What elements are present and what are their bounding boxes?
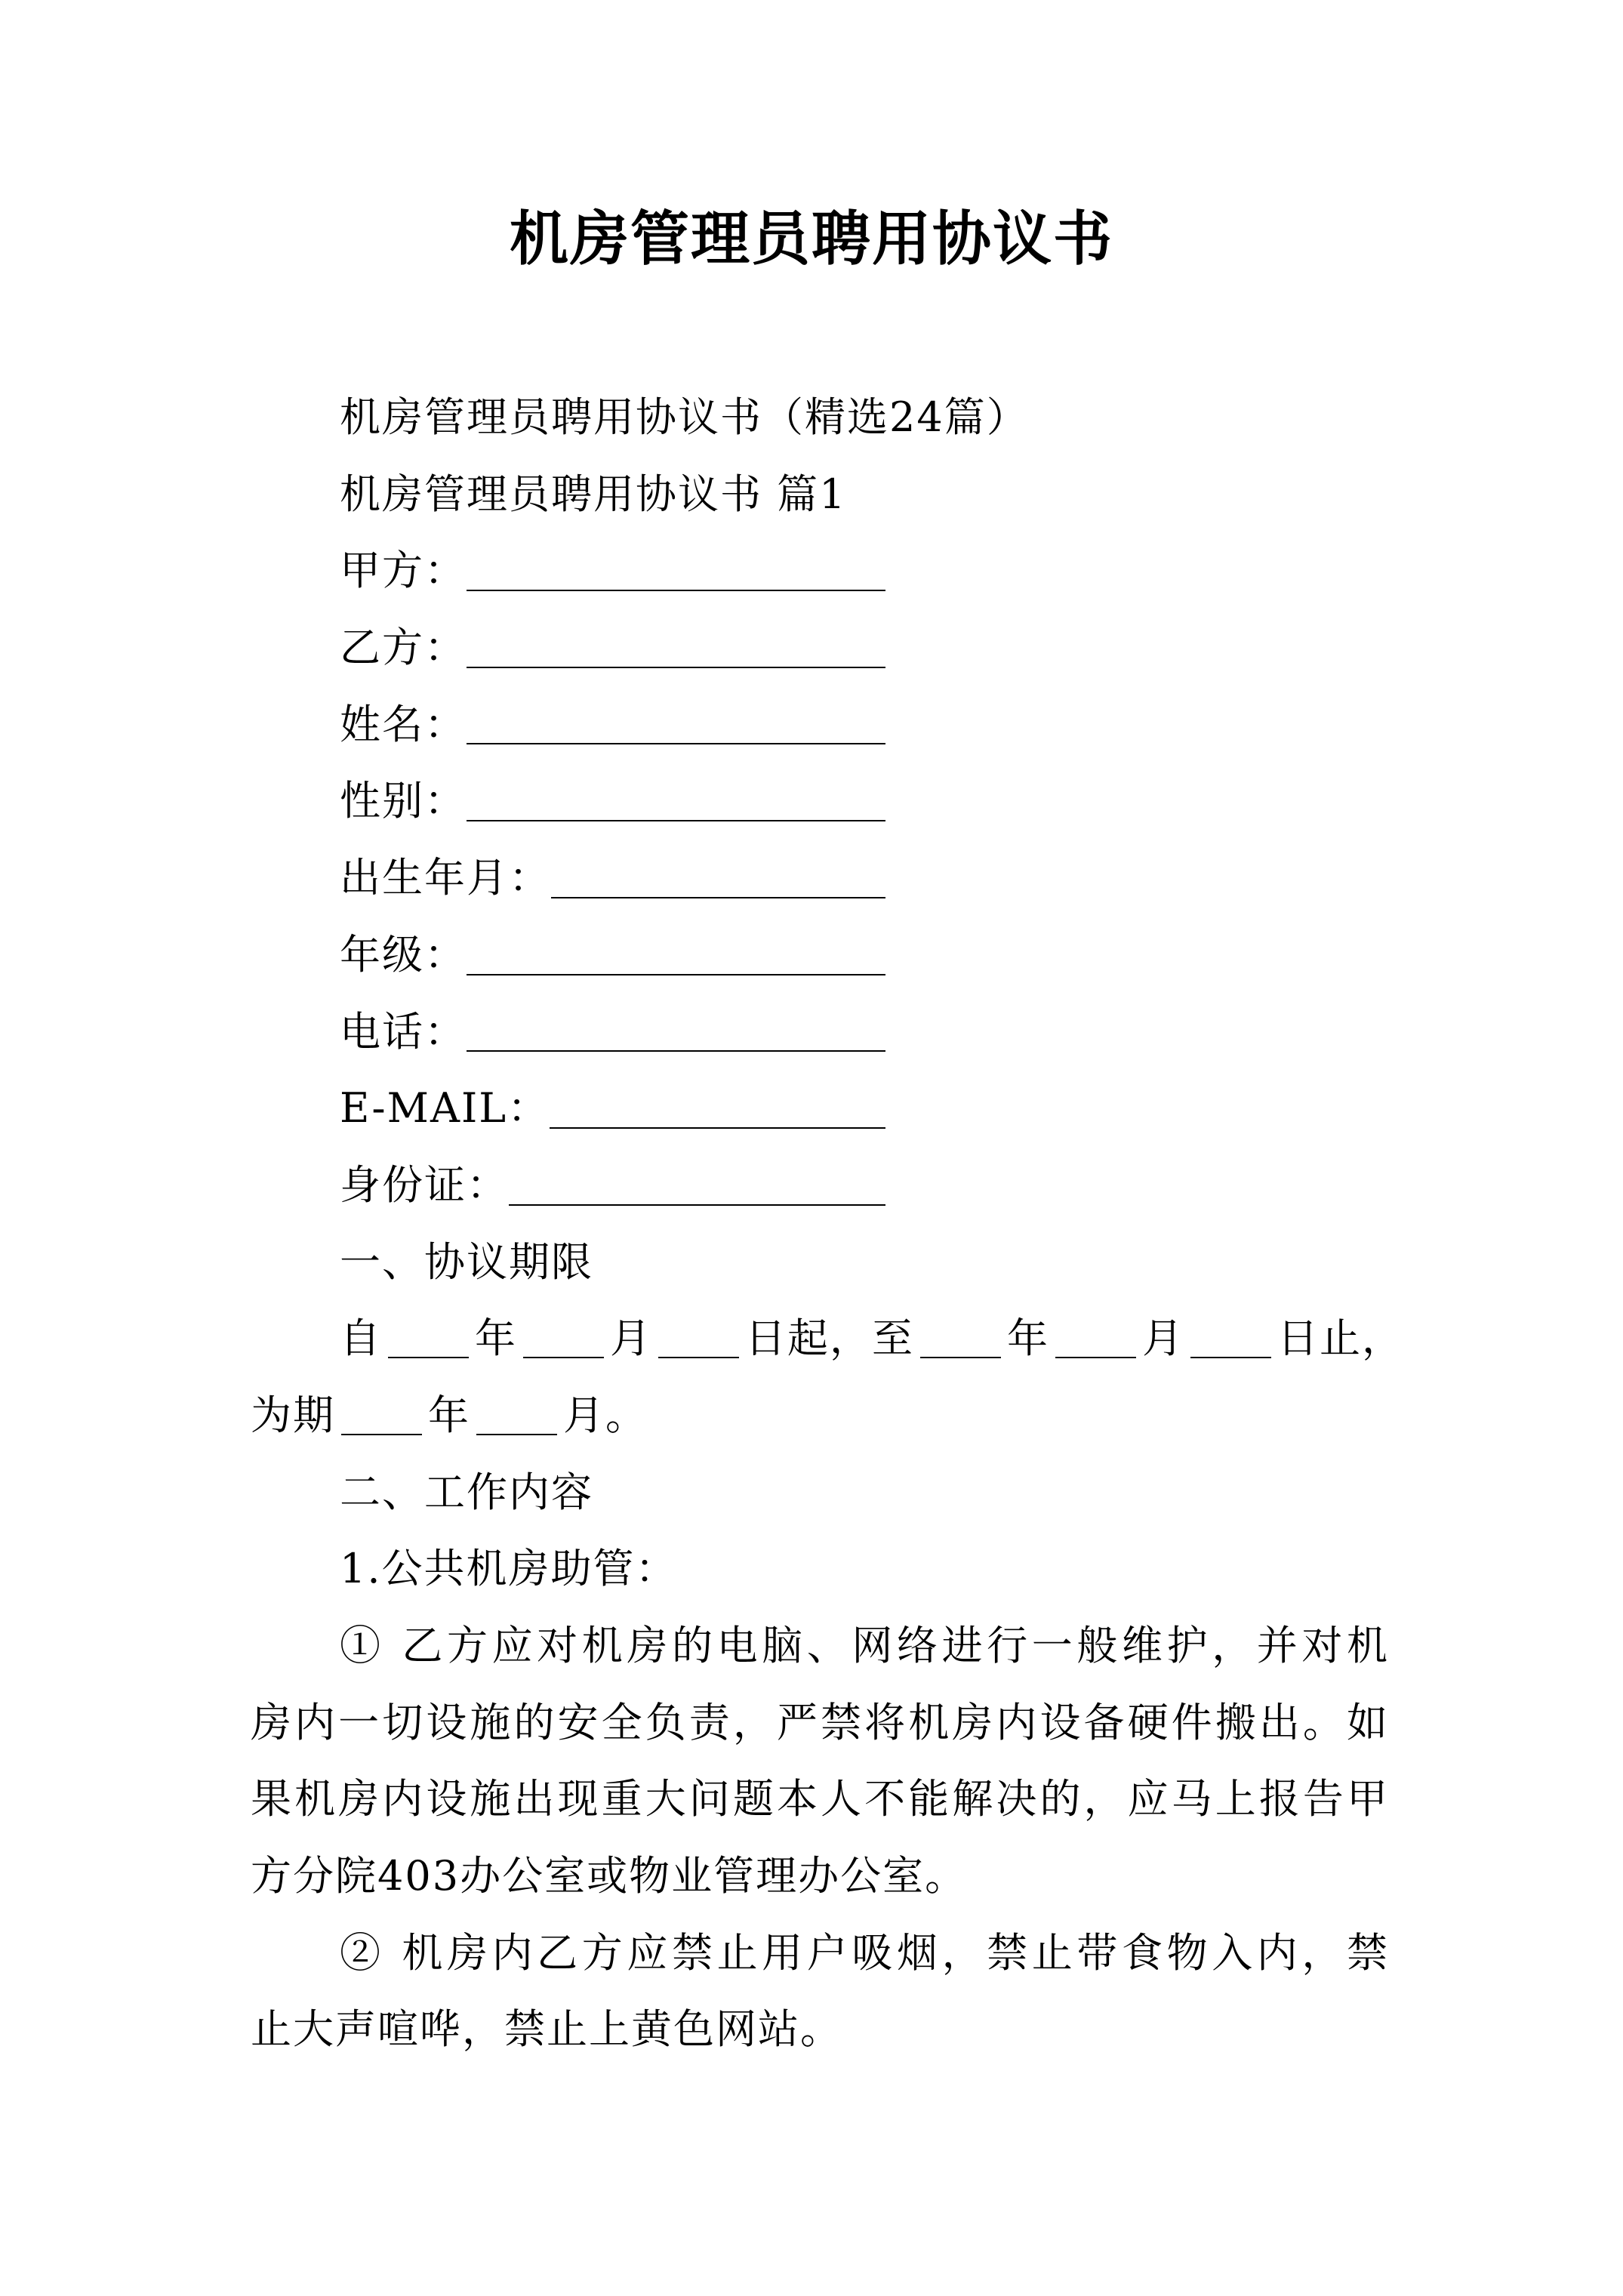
blank-line [920, 1356, 1001, 1358]
term-text: 月 [1142, 1314, 1184, 1363]
field-label: 出生年月： [340, 854, 551, 902]
document-subtitle: 机房管理员聘用协议书（精选24篇） [340, 393, 1029, 441]
document-body [251, 379, 1404, 2068]
blank-line [467, 742, 885, 744]
term-duration-line [251, 1377, 1387, 1454]
term-text: 月。 [563, 1391, 648, 1439]
document-title: 机房管理员聘用协议书 [509, 205, 1113, 273]
blank-line [476, 1433, 557, 1435]
field-label: E-MAIL： [340, 1084, 550, 1133]
field-label: 性别： [340, 777, 467, 825]
blank-line [551, 896, 885, 898]
blank-line [341, 1433, 422, 1435]
work-item-2 [251, 1915, 1387, 2068]
field-phone [340, 994, 885, 1071]
section-title: 机房管理员聘用协议书 篇1 [340, 470, 847, 518]
term-text: 年 [428, 1391, 470, 1439]
paragraph-line: 方分院403办公室或物业管理办公室。 [251, 1852, 968, 1900]
term-heading: 一、协议期限 [340, 1237, 593, 1286]
field-label: 姓名： [340, 700, 467, 748]
work-subheading: 1.公共机房助管： [340, 1545, 678, 1593]
paragraph-line: 房内一切设施的安全负责，严禁将机房内设备硬件搬出。如 [251, 1698, 1387, 1746]
blank-line [1190, 1356, 1271, 1358]
blank-line [509, 1203, 885, 1206]
term-text: 日起，至 [745, 1314, 914, 1363]
work-heading: 二、工作内容 [340, 1468, 593, 1516]
work-item-1 [251, 1607, 1387, 1915]
blank-line [467, 589, 885, 591]
field-party-a [340, 532, 885, 609]
field-email [340, 1070, 885, 1147]
blank-line [467, 666, 885, 668]
field-gender [340, 763, 885, 840]
term-period-line [251, 1300, 1404, 1377]
blank-line [658, 1356, 739, 1358]
paragraph-line: 止大声喧哗，禁止上黄色网站。 [251, 2005, 842, 2054]
field-grade [340, 917, 885, 994]
blank-line [550, 1126, 885, 1129]
field-name [340, 686, 885, 763]
field-birth-date [340, 840, 885, 917]
term-text: 年 [1007, 1314, 1049, 1363]
field-label: 身份证： [340, 1160, 509, 1209]
term-text: 月 [610, 1314, 652, 1363]
blank-line [467, 819, 885, 821]
paragraph-line: ② 机房内乙方应禁止用户吸烟，禁止带食物入内，禁 [340, 1928, 1387, 1977]
term-text: 自 [340, 1314, 382, 1363]
field-label: 乙方： [340, 624, 467, 672]
blank-line [467, 1049, 885, 1052]
term-text: 年 [475, 1314, 517, 1363]
field-party-b [340, 609, 885, 686]
blank-line [388, 1356, 469, 1358]
field-label: 甲方： [340, 547, 467, 595]
blank-line [467, 973, 885, 975]
paragraph-line: ① 乙方应对机房的电脑、网络进行一般维护，并对机 [340, 1622, 1387, 1669]
blank-line [1055, 1356, 1136, 1358]
blank-line [523, 1356, 604, 1358]
paragraph-line: 果机房内设施出现重大问题本人不能解决的，应马上报告甲 [251, 1775, 1387, 1823]
field-label: 电话： [340, 1007, 467, 1056]
term-text: 为期 [251, 1391, 335, 1439]
field-id-card [340, 1147, 885, 1224]
term-text: 日止， [1277, 1314, 1404, 1363]
field-label: 年级： [340, 930, 467, 978]
